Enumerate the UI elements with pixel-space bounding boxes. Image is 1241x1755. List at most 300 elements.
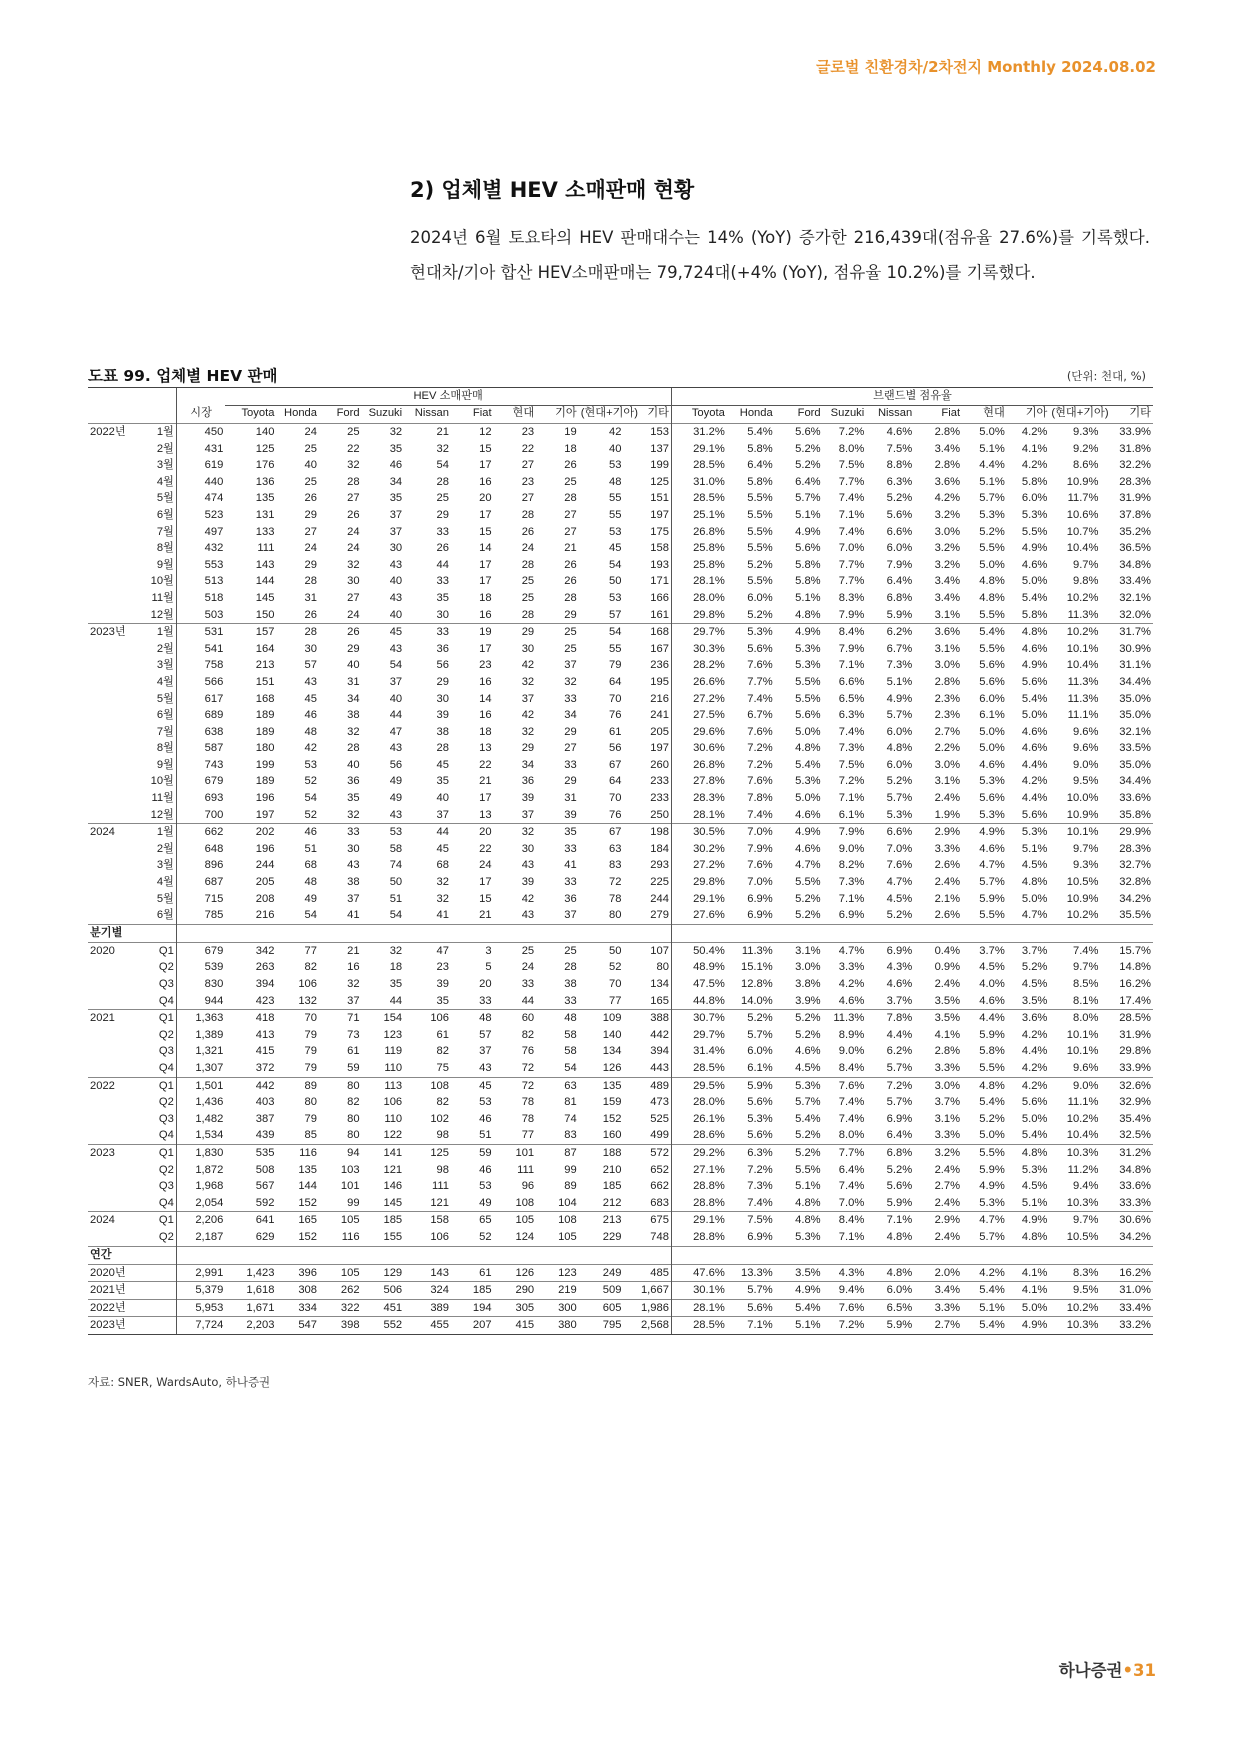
table-cell: 51 — [389, 892, 403, 905]
table-cell: 70 — [609, 978, 622, 990]
table-cell: 7.2% — [823, 1317, 867, 1335]
table-cell: 32 — [521, 675, 535, 688]
table-cell: 26 — [564, 558, 577, 571]
table-cell: 9.7% — [1072, 961, 1099, 974]
table-cell: 566 — [176, 674, 225, 691]
table-cell: 4.8% — [795, 1196, 821, 1209]
table-cell: 27.1% — [671, 1162, 726, 1179]
table-cell: 2.0% — [914, 1264, 962, 1282]
period-label: Q4 — [158, 1196, 174, 1209]
table-cell: 25 — [494, 942, 537, 959]
table-cell: 134 — [650, 978, 669, 990]
table-cell: 50.4% — [671, 942, 726, 959]
table-cell: 175 — [650, 525, 669, 538]
table-cell: 33.6% — [1119, 1180, 1151, 1193]
table-cell: 5.4% — [775, 1299, 823, 1317]
table-cell: 61 — [609, 725, 622, 738]
table-cell: 57 — [304, 659, 317, 672]
column-header: Fiat — [941, 407, 961, 419]
table-cell: 6.5% — [838, 692, 865, 705]
table-cell: 123 — [383, 1028, 403, 1041]
table-cell: 7.6% — [747, 859, 773, 872]
table-cell: 5.7% — [727, 1282, 775, 1300]
table-cell: 455 — [404, 1317, 451, 1335]
table-cell: 24 — [276, 424, 319, 441]
table-cell: 125 — [650, 475, 669, 488]
table-cell: 27.2% — [671, 691, 726, 708]
table-cell: 17 — [479, 459, 492, 472]
table-cell: 7.0% — [727, 824, 775, 841]
period-label: 7월 — [156, 525, 174, 538]
row-label — [88, 707, 148, 724]
table-cell: 80 — [656, 961, 669, 974]
table-cell: 30.9% — [1119, 642, 1151, 655]
table-cell: 5.6% — [795, 709, 821, 722]
table-cell: 17 — [479, 508, 492, 521]
table-cell: 4.1% — [934, 1028, 961, 1041]
table-cell: 29 — [436, 508, 449, 521]
table-cell: 51 — [304, 842, 317, 855]
table-cell: 7.0% — [838, 542, 865, 555]
table-cell: 24 — [347, 525, 360, 538]
table-cell: 52 — [479, 1230, 492, 1243]
table-row — [88, 1144, 1153, 1161]
period-label: Q2 — [158, 1230, 174, 1243]
table-cell: 41 — [564, 859, 577, 872]
period-label: 6월 — [156, 508, 174, 521]
table-cell: 9.0% — [1049, 1077, 1100, 1094]
table-cell: 210 — [602, 1163, 622, 1176]
table-cell: 5.4% — [979, 1096, 1005, 1109]
table-cell: 31.4% — [671, 1043, 726, 1060]
row-label — [88, 1162, 148, 1179]
table-cell: 208 — [255, 892, 275, 905]
table-cell: 108 — [515, 1196, 535, 1209]
table-cell: 28 — [436, 475, 449, 488]
table-cell: 152 — [298, 1230, 317, 1243]
table-cell: 5.3% — [979, 1196, 1005, 1209]
blank-cell — [451, 924, 494, 942]
table-cell: 4.7% — [886, 876, 913, 889]
table-cell: 35.0% — [1119, 692, 1151, 705]
table-cell: 5.0% — [1021, 1112, 1048, 1125]
table-cell: 79 — [304, 1045, 317, 1058]
table-cell: 10.2% — [1066, 909, 1099, 922]
table-cell: 58 — [564, 1028, 577, 1041]
table-cell: 5.5% — [795, 876, 821, 889]
table-cell: 37 — [389, 525, 403, 538]
table-cell: 78 — [609, 892, 622, 905]
table-cell: 5.3% — [886, 808, 913, 821]
table-cell: 28.8% — [671, 1195, 726, 1212]
table-cell: 36 — [347, 775, 360, 788]
table-cell: 1,667 — [623, 1282, 671, 1300]
column-header: (현대+기아) — [1051, 407, 1109, 419]
table-cell: 499 — [650, 1129, 669, 1142]
table-cell: 9.0% — [838, 842, 865, 855]
period-label: 5월 — [156, 892, 174, 905]
table-cell: 31.9% — [1119, 492, 1151, 505]
table-cell: 3.1% — [934, 1112, 961, 1125]
table-cell: 6.0% — [747, 591, 773, 604]
table-cell: 523 — [176, 507, 225, 524]
table-cell: 30 — [389, 542, 403, 555]
blank-cell — [1049, 1246, 1100, 1264]
table-cell: 213 — [255, 659, 275, 672]
period-label: 5월 — [156, 492, 174, 505]
table-cell: 18 — [564, 442, 577, 455]
table-cell: 5.6% — [727, 1299, 775, 1317]
table-cell: 1,363 — [176, 1010, 225, 1027]
table-cell: 10.5% — [1066, 1230, 1099, 1243]
table-cell: 4.4% — [1021, 792, 1048, 805]
table-cell: 6.3% — [886, 475, 913, 488]
table-cell: 72 — [521, 1061, 535, 1074]
table-cell: 144 — [255, 575, 275, 588]
table-cell: 30 — [304, 642, 317, 655]
table-cell: 5.4% — [1021, 692, 1048, 705]
table-cell: 10.9% — [1066, 475, 1099, 488]
table-cell: 1,482 — [176, 1111, 225, 1128]
table-cell: 40 — [609, 442, 622, 455]
period-label: Q4 — [158, 1129, 174, 1142]
table-cell: 53 — [609, 459, 622, 472]
table-cell: 5.7% — [886, 1096, 913, 1109]
period-label: 4월 — [156, 876, 174, 889]
table-cell: 105 — [319, 1264, 362, 1282]
table-cell: 652 — [650, 1163, 669, 1176]
table-cell: 32 — [347, 459, 360, 472]
table-cell: 3.0% — [934, 758, 961, 771]
table-cell: 213 — [579, 1212, 624, 1229]
table-cell: 59 — [451, 1144, 494, 1161]
table-cell: 26 — [304, 492, 317, 505]
period-label: Q2 — [158, 1028, 174, 1041]
table-cell: 6.8% — [886, 591, 913, 604]
table-cell: 25 — [521, 575, 535, 588]
table-cell: 76 — [521, 1045, 535, 1058]
table-cell: 4.2% — [1007, 424, 1050, 441]
table-cell: 184 — [650, 842, 669, 855]
table-cell: 10.7% — [1066, 525, 1099, 538]
table-cell: 42 — [521, 709, 535, 722]
table-row — [88, 1027, 1153, 1044]
table-cell: 6.4% — [886, 1129, 913, 1142]
table-cell: 121 — [430, 1196, 449, 1209]
table-cell: 50 — [609, 575, 622, 588]
table-cell: 785 — [176, 907, 225, 924]
table-cell: 28.5% — [671, 1317, 726, 1335]
period-label: 1월 — [148, 624, 177, 641]
table-cell: 43 — [304, 675, 317, 688]
table-cell: 5.1% — [979, 475, 1005, 488]
table-cell: 32 — [347, 978, 360, 990]
table-cell: 2.9% — [914, 1212, 962, 1229]
table-cell: 3.8% — [795, 978, 821, 990]
table-cell: 4.9% — [886, 692, 913, 705]
table-cell: 518 — [176, 590, 225, 607]
table-cell: 260 — [650, 758, 669, 771]
table-cell: 5.5% — [795, 1163, 821, 1176]
table-cell: 103 — [340, 1163, 360, 1176]
table-cell: 37 — [389, 675, 403, 688]
table-cell: 10.2% — [1066, 1112, 1099, 1125]
row-label — [88, 457, 148, 474]
table-cell: 4.8% — [979, 575, 1005, 588]
table-cell: 33 — [479, 994, 492, 1007]
table-cell: 78 — [521, 1112, 535, 1125]
table-cell: 2,206 — [176, 1212, 225, 1229]
table-cell: 5.9% — [886, 1196, 913, 1209]
table-cell: 194 — [451, 1299, 494, 1317]
table-cell: 617 — [176, 691, 225, 708]
blank-cell — [727, 1246, 775, 1264]
table-cell: 6.0% — [866, 1282, 914, 1300]
table-cell: 6.9% — [866, 942, 914, 959]
table-cell: 7.3% — [838, 876, 865, 889]
table-cell: 5.0% — [1021, 709, 1048, 722]
table-cell: 7.4% — [747, 808, 773, 821]
column-header: Nissan — [877, 407, 913, 419]
table-cell: 662 — [650, 1180, 669, 1193]
table-cell: 43 — [479, 1061, 492, 1074]
row-label — [88, 540, 148, 557]
table-cell: 111 — [431, 1180, 449, 1193]
table-cell: 5.9% — [727, 1077, 775, 1094]
table-cell: 3.4% — [914, 1282, 962, 1300]
table-cell: 27 — [564, 508, 577, 521]
table-cell: 207 — [451, 1317, 494, 1335]
table-cell: 50 — [579, 942, 624, 959]
table-cell: 14 — [479, 542, 492, 555]
table-cell: 20 — [479, 978, 492, 990]
table-cell: 34.8% — [1119, 1163, 1151, 1176]
table-cell: 10.3% — [1049, 1317, 1100, 1335]
table-cell: 4.6% — [1021, 642, 1048, 655]
table-cell: 5.8% — [1021, 475, 1048, 488]
table-cell: 539 — [176, 959, 225, 976]
blank-cell — [362, 924, 405, 942]
table-cell: 389 — [404, 1299, 451, 1317]
table-cell: 4.8% — [886, 1230, 913, 1243]
period-label: Q2 — [158, 961, 174, 974]
table-cell: 5.7% — [979, 492, 1005, 505]
table-cell: 99 — [564, 1163, 577, 1176]
table-cell: 98 — [436, 1163, 449, 1176]
table-cell: 10.1% — [1066, 642, 1099, 655]
table-cell: 5.5% — [1021, 525, 1048, 538]
table-cell: 71 — [319, 1010, 362, 1027]
table-cell: 196 — [255, 842, 275, 855]
row-label — [88, 507, 148, 524]
table-cell: 675 — [623, 1212, 671, 1229]
table-cell: 16 — [479, 709, 492, 722]
table-cell: 4.8% — [775, 1212, 823, 1229]
table-cell: 40 — [389, 692, 403, 705]
table-cell: 758 — [176, 657, 225, 674]
table-cell: 28 — [276, 624, 319, 641]
period-label: 12월 — [150, 808, 174, 821]
table-cell: 2.2% — [934, 742, 961, 755]
table-cell: 4.4% — [962, 1010, 1007, 1027]
table-cell: 133 — [255, 525, 275, 538]
blank-cell — [494, 1246, 537, 1264]
table-cell: 263 — [255, 961, 275, 974]
table-cell: 29 — [436, 675, 449, 688]
period-label: Q2 — [158, 1096, 174, 1109]
row-label — [88, 641, 148, 658]
table-cell: 944 — [176, 993, 225, 1010]
table-cell: 4.9% — [795, 525, 821, 538]
table-cell: 398 — [319, 1317, 362, 1335]
table-cell: 35 — [389, 442, 403, 455]
table-cell: 15 — [479, 892, 492, 905]
table-cell: 5.2% — [775, 1144, 823, 1161]
table-cell: 46 — [479, 1163, 492, 1176]
table-cell: 5.5% — [747, 542, 773, 555]
table-cell: 30.7% — [671, 1010, 726, 1027]
table-cell: 394 — [650, 1045, 669, 1058]
table-cell: 54 — [389, 659, 403, 672]
table-cell: 5.4% — [962, 1282, 1007, 1300]
table-cell: 32.7% — [1119, 859, 1151, 872]
table-cell: 693 — [176, 790, 225, 807]
table-cell: 37 — [521, 808, 535, 821]
table-cell: 25.8% — [671, 540, 726, 557]
table-cell: 305 — [494, 1299, 537, 1317]
table-cell: 33 — [319, 824, 362, 841]
table-cell: 83 — [564, 1129, 577, 1142]
table-row — [88, 1299, 1153, 1317]
table-cell: 10.0% — [1066, 792, 1099, 805]
table-cell: 17 — [479, 558, 492, 571]
table-cell: 26 — [319, 624, 362, 641]
table-cell: 6.1% — [838, 808, 865, 821]
blank-cell — [914, 1246, 962, 1264]
table-cell: 4.8% — [1007, 624, 1050, 641]
table-cell: 54 — [304, 792, 317, 805]
table-cell: 2.8% — [934, 459, 961, 472]
table-cell: 372 — [255, 1061, 275, 1074]
table-cell: 72 — [494, 1077, 537, 1094]
table-row — [88, 557, 1153, 574]
table-cell: 33 — [436, 525, 449, 538]
table-cell: 403 — [255, 1096, 275, 1109]
table-cell: 5.3% — [795, 775, 821, 788]
table-cell: 5.1% — [775, 1317, 823, 1335]
table-cell: 35.8% — [1119, 808, 1151, 821]
table-cell: 4.2% — [1021, 459, 1048, 472]
row-label — [88, 607, 148, 624]
table-cell: 126 — [602, 1061, 622, 1074]
table-cell: 8.5% — [1072, 978, 1099, 990]
table-cell: 6.1% — [747, 1061, 773, 1074]
table-cell: 3.3% — [914, 1299, 962, 1317]
table-cell: 33 — [521, 978, 535, 990]
page-footer: 하나증권•31 — [1058, 1661, 1156, 1680]
table-cell: 10.4% — [1066, 542, 1099, 555]
table-cell: 34 — [347, 692, 360, 705]
table-cell: 8.4% — [838, 1061, 865, 1074]
table-cell: 32 — [436, 876, 449, 889]
table-cell: 57 — [479, 1028, 492, 1041]
table-cell: 241 — [650, 709, 669, 722]
table-cell: 15 — [479, 525, 492, 538]
table-cell: 32.6% — [1100, 1077, 1153, 1094]
table-cell: 28.2% — [671, 657, 726, 674]
table-cell: 82 — [521, 1028, 535, 1041]
table-cell: 233 — [650, 792, 669, 805]
table-cell: 541 — [176, 641, 225, 658]
table-cell: 9.2% — [1072, 442, 1099, 455]
table-cell: 22 — [521, 442, 535, 455]
row-label — [88, 441, 148, 458]
table-cell: 10.1% — [1049, 824, 1100, 841]
table-cell: 28.5% — [671, 1060, 726, 1077]
table-cell: 11.3% — [823, 1010, 867, 1027]
table-cell: 5.7% — [979, 876, 1005, 889]
table-cell: 42 — [521, 659, 535, 672]
table-cell: 4.8% — [962, 1077, 1007, 1094]
row-label — [88, 1043, 148, 1060]
table-row — [88, 1127, 1153, 1144]
table-cell: 2.7% — [914, 1317, 962, 1335]
table-cell: 35 — [347, 792, 360, 805]
table-cell: 33 — [564, 692, 577, 705]
table-cell: 7.4% — [838, 1096, 865, 1109]
section-paragraph: 2024년 6월 토요타의 HEV 판매대수는 14% (YoY) 증가한 216,439대(점유율 27.6%)를 기록했다. 현대차/기아 합산 HEV소매판매는 79,724대(+4% (YoY), 점유율 10.2%)를 기록했다. — [410, 228, 1150, 282]
table-cell: 11.3% — [1067, 692, 1099, 705]
table-cell: 8.9% — [838, 1028, 865, 1041]
table-row — [88, 573, 1153, 590]
table-cell: 3.7% — [934, 1096, 961, 1109]
table-cell: 28.5% — [671, 457, 726, 474]
table-cell: 431 — [176, 441, 225, 458]
table-row — [88, 424, 1153, 441]
table-cell: 18 — [479, 591, 492, 604]
table-cell: 107 — [623, 942, 671, 959]
row-label — [88, 757, 148, 774]
table-cell: 43 — [389, 591, 403, 604]
table-cell: 24 — [521, 961, 535, 974]
table-cell: 6.0% — [1021, 492, 1048, 505]
table-cell: 7.3% — [886, 659, 913, 672]
table-cell: 5.1% — [1021, 842, 1048, 855]
table-cell: 4.6% — [1021, 725, 1048, 738]
table-cell: 124 — [515, 1230, 535, 1243]
section-label: 분기별 — [88, 924, 148, 942]
table-cell: 2,568 — [623, 1317, 671, 1335]
column-header: Suzuki — [368, 407, 403, 419]
period-label: 7월 — [156, 725, 174, 738]
table-cell: 1.9% — [934, 808, 961, 821]
table-row — [88, 624, 1153, 641]
table-cell: 37.8% — [1119, 508, 1151, 521]
table-cell: 5.4% — [1021, 1129, 1048, 1142]
row-label — [88, 474, 148, 491]
table-cell: 32 — [362, 424, 405, 441]
table-cell: 5,953 — [176, 1299, 225, 1317]
table-cell: 28.6% — [671, 1127, 726, 1144]
table-cell: 15.7% — [1100, 942, 1153, 959]
table-cell: 5.5% — [795, 692, 821, 705]
table-cell: 4.5% — [1021, 859, 1048, 872]
table-cell: 168 — [623, 624, 671, 641]
table-row — [88, 691, 1153, 708]
table-cell: 3.7% — [962, 942, 1007, 959]
table-cell: 37 — [389, 508, 403, 521]
table-cell: 7.0% — [747, 876, 773, 889]
